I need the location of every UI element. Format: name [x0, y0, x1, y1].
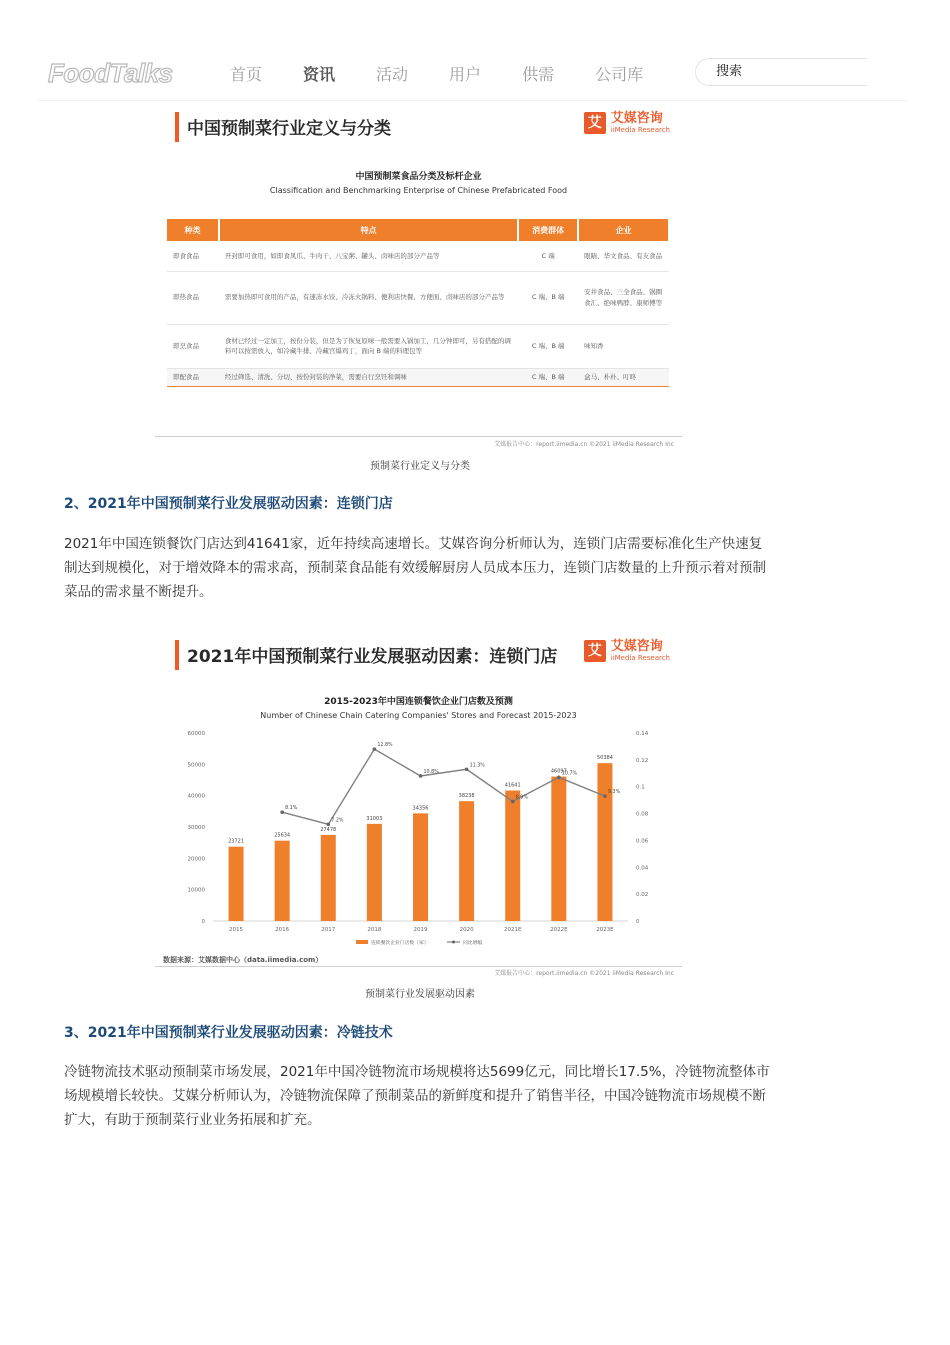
cell-feature: 需要加热即可食用的产品，有速冻水饺、冷冻火锅料、便利店快餐、方便面、卤味店的部分产品等 — [219, 271, 518, 324]
cell-group: C 端、B 端 — [518, 324, 578, 368]
foodtalks-logo[interactable]: FoodTalks — [48, 58, 173, 88]
title-accent-bar — [175, 112, 179, 142]
figure-caption: 预制菜行业定义与分类 — [370, 461, 470, 472]
figure-classification — [155, 112, 682, 452]
brand-name-en: iiMedia Research — [610, 126, 670, 134]
chart-bar — [321, 835, 336, 921]
x-tick-label: 2016 — [275, 927, 290, 933]
chart-bar — [229, 847, 244, 921]
figure-title: 中国预制菜行业定义与分类 — [187, 119, 391, 139]
brand-name-en: iiMedia Research — [610, 654, 670, 662]
growth-rate-label: 11.3% — [469, 763, 485, 769]
x-tick-label: 2015 — [229, 927, 244, 933]
bar-value-label: 34356 — [412, 805, 429, 812]
bar-value-label: 38238 — [458, 793, 475, 800]
x-tick-label: 2020 — [459, 927, 474, 933]
bar-value-label: 23721 — [228, 838, 245, 845]
bar-value-label: 41641 — [504, 782, 521, 789]
bar-value-label: 25634 — [274, 832, 291, 839]
growth-rate-point — [465, 767, 469, 771]
brand-name-cn: 艾媒咨询 — [610, 111, 663, 126]
table-row — [167, 368, 669, 386]
bar-value-label: 46097 — [550, 768, 567, 775]
col-header-group: 消费群体 — [518, 219, 578, 241]
y-right-tick-label: 0.14 — [636, 731, 649, 737]
cell-type: 即食食品 — [167, 241, 219, 271]
growth-rate-point — [511, 800, 515, 804]
cell-type: 即烹食品 — [167, 324, 219, 368]
growth-rate-label: 7.2% — [331, 818, 344, 824]
iimedia-logo-icon: 艾 — [584, 640, 606, 662]
header-divider — [38, 100, 908, 101]
cell-type: 即热食品 — [167, 271, 219, 324]
growth-rate-point — [557, 776, 561, 780]
growth-rate-label: 8.9% — [515, 795, 528, 801]
col-header-company: 企业 — [578, 219, 669, 241]
cell-feature: 食材已经过一定加工，按份分装，但是为了恢复原味一般需要入锅加工，几分钟即可，另有搭配的调料可以按需放入，如冷藏牛排、冷藏宫爆鸡丁，面向 B 端的料理包等 — [219, 324, 518, 368]
legend-bar-label: 连锁餐饮企业门店数（家） — [371, 941, 429, 946]
bar-value-label: 50384 — [596, 755, 613, 762]
growth-rate-label: 10.8% — [423, 769, 439, 775]
growth-rate-point — [603, 794, 607, 798]
search-box[interactable] — [695, 58, 867, 86]
chart-title: 2015-2023年中国连锁餐饮企业门店数及预测 — [324, 697, 513, 707]
data-source: 数据来源：艾媒数据中心（data.iimedia.com） — [163, 956, 323, 964]
y-right-tick-label: 0.06 — [636, 838, 649, 845]
table-title: 中国预制菜食品分类及标杆企业 — [355, 172, 482, 182]
legend-bar-swatch — [356, 940, 368, 944]
iimedia-brand — [584, 112, 670, 134]
growth-rate-label: 8.1% — [285, 806, 298, 812]
brand-name-cn: 艾媒咨询 — [610, 639, 663, 654]
section-paragraph: 冷链物流技术驱动预制菜市场发展，2021年中国冷链物流市场规模将达5699亿元，同比增长17.5%，冷链物流整体市场规模增长较快。艾媒分析师认为，冷链物流保障了预制菜品的新鲜度和提升了销售半径，中国冷链物流市场规模不断扩大，有助于预制菜行业业务拓展和扩充。 — [64, 1064, 770, 1128]
legend-line-marker — [452, 941, 455, 944]
cell-company: 盒马、朴朴、叮咚 — [578, 368, 669, 386]
legend-line-label: 同比增幅 — [463, 941, 483, 946]
x-tick-label: 2019 — [413, 927, 428, 933]
section-heading: 2、2021年中国预制菜行业发展驱动因素：连锁门店 — [64, 496, 393, 512]
chart-bar — [275, 841, 290, 921]
figure-title: 2021年中国预制菜行业发展驱动因素：连锁门店 — [187, 647, 558, 667]
y-right-tick-label: 0.08 — [636, 811, 649, 818]
cell-feature: 开封即可食用，如即食凤爪、牛肉干、八宝粥、罐头、卤味店的部分产品等 — [219, 241, 518, 271]
y-left-tick-label: 10000 — [187, 887, 205, 894]
section-paragraph: 2021年中国连锁餐饮门店达到41641家，近年持续高速增长。艾媒咨询分析师认为，连锁门店需要标准化生产快速复制达到规模化，对于增效降本的需求高，预制菜食品能有效缓解厨房人员成本压力，连锁门店数量的上升预示着对预制菜品的需求量不断提升。 — [64, 536, 766, 600]
growth-rate-point — [419, 774, 423, 778]
chart-bar — [367, 824, 382, 921]
cell-group: C 端、B 端 — [518, 368, 578, 386]
table-header-row — [167, 219, 669, 241]
y-left-tick-label: 40000 — [187, 793, 205, 800]
figure-credit: 艾媒报告中心：report.iimedia.cn ©2021 iiMedia Research Inc — [494, 441, 674, 448]
growth-rate-point — [326, 823, 330, 827]
table-row — [167, 271, 669, 324]
y-left-tick-label: 0 — [201, 919, 205, 925]
cell-company: 味知香 — [578, 324, 669, 368]
growth-rate-label: 9.3% — [607, 790, 621, 796]
cell-feature: 经过筛选、清洗、分切、按份封装的净菜，需要自行烹饪和调味 — [219, 368, 518, 386]
figure-caption: 预制菜行业发展驱动因素 — [365, 989, 475, 1000]
y-left-tick-label: 50000 — [187, 762, 205, 769]
growth-rate-label: 12.8% — [377, 743, 393, 749]
main-nav — [230, 62, 684, 85]
growth-rate-point — [280, 810, 284, 814]
chart-bar — [597, 763, 612, 921]
figure-footer-line — [155, 966, 682, 967]
section-heading: 3、2021年中国预制菜行业发展驱动因素：冷链技术 — [64, 1025, 393, 1041]
table-row — [167, 324, 669, 368]
nav-events[interactable]: 活动 — [376, 65, 409, 84]
bar-value-label: 27478 — [320, 826, 337, 833]
site-header — [0, 44, 950, 102]
chain-store-chart — [155, 640, 682, 980]
chart-bar — [413, 813, 428, 921]
y-left-tick-label: 20000 — [187, 856, 205, 863]
growth-rate-label: 10.7% — [561, 771, 578, 777]
chart-subtitle: Number of Chinese Chain Catering Companies' Stores and Forecast 2015-2023 — [260, 711, 577, 720]
nav-home[interactable]: 首页 — [230, 65, 263, 84]
table-subtitle: Classification and Benchmarking Enterprise of Chinese Prefabricated Food — [269, 186, 568, 195]
chart-bar — [505, 791, 520, 921]
y-right-tick-label: 0.02 — [636, 892, 649, 899]
x-tick-label: 2022E — [550, 927, 568, 933]
cell-group: C 端、B 端 — [518, 271, 578, 324]
cell-type: 即配食品 — [167, 368, 219, 386]
cell-company: 眼睛、华文食品、有友食品 — [578, 241, 669, 271]
classification-table — [167, 219, 670, 387]
y-right-tick-label: 0 — [636, 919, 640, 925]
cell-company: 安井食品、三全食品、锅圈食汇、绝味鸭脖、康师傅等 — [578, 271, 669, 324]
growth-rate-point — [373, 747, 377, 751]
figure-credit: 艾媒报告中心：report.iimedia.cn ©2021 iiMedia Research Inc — [494, 970, 674, 977]
table-row — [167, 241, 669, 271]
y-right-tick-label: 0.04 — [636, 865, 649, 872]
y-right-tick-label: 0.12 — [636, 757, 649, 764]
chart-bar — [551, 777, 566, 921]
y-right-tick-label: 0.1 — [636, 784, 645, 791]
y-left-tick-label: 60000 — [187, 731, 205, 737]
x-tick-label: 2017 — [321, 927, 336, 933]
bar-value-label: 31003 — [366, 815, 383, 822]
nav-news[interactable]: 资讯 — [303, 65, 336, 84]
cell-group: C 端 — [518, 241, 578, 271]
y-left-tick-label: 30000 — [187, 825, 205, 831]
iimedia-logo-icon: 艾 — [584, 112, 606, 134]
chart-bar — [459, 801, 474, 921]
col-header-type: 种类 — [167, 219, 219, 241]
figure-chain-stores — [155, 640, 682, 980]
col-header-feature: 特点 — [219, 219, 518, 241]
x-tick-label: 2023E — [596, 927, 614, 933]
nav-users[interactable]: 用户 — [449, 65, 482, 84]
x-tick-label: 2018 — [367, 927, 382, 933]
nav-company-library[interactable]: 公司库 — [595, 65, 644, 84]
figure-footer-line — [155, 436, 682, 437]
search-input[interactable] — [716, 64, 856, 79]
x-tick-label: 2021E — [503, 927, 522, 933]
nav-supply-demand[interactable]: 供需 — [522, 65, 555, 84]
